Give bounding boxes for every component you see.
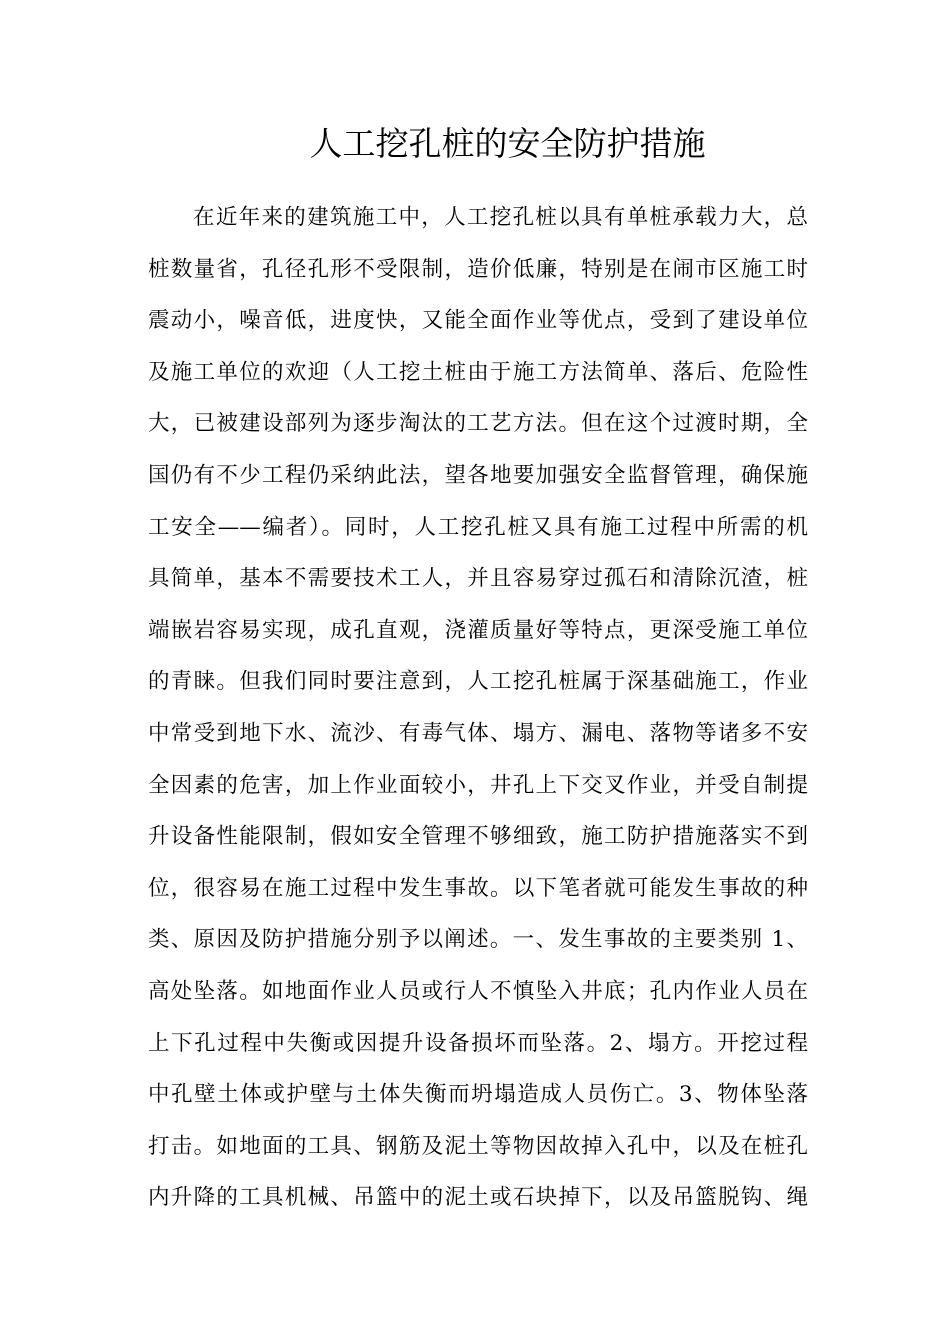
paragraph-line: 在近年来的建筑施工中，人工挖孔桩以具有单桩承载力大，总 — [193, 205, 808, 230]
paragraph-line: 具简单，基本不需要技术工人，并且容易穿过孤石和清除沉渣，桩 — [148, 566, 808, 592]
paragraph-line: 升设备性能限制，假如安全管理不够细致，施工防护措施落实不到 — [148, 824, 808, 850]
paragraph-line: 全因素的危害，加上作业面较小，井孔上下交叉作业，并受自制提 — [148, 772, 808, 798]
paragraph-line: 工安全——编者）。同时，人工挖孔桩又具有施工过程中所需的机 — [148, 514, 808, 540]
paragraph-line: 及施工单位的欢迎（人工挖土桩由于施工方法简单、落后、危险性 — [148, 359, 808, 385]
paragraph-line: 类、原因及防护措施分别予以阐述。一、发生事故的主要类别 1、 — [148, 927, 808, 953]
paragraph-line: 端嵌岩容易实现，成孔直观，浇灌质量好等特点，更深受施工单位 — [148, 617, 808, 643]
paragraph-line: 高处坠落。如地面作业人员或行人不慎坠入井底；孔内作业人员在 — [148, 978, 808, 1004]
paragraph-line: 中孔壁土体或护壁与土体失衡而坍塌造成人员伤亡。3、物体坠落 — [148, 1082, 808, 1108]
paragraph-line: 震动小，噪音低，进度快，又能全面作业等优点，受到了建设单位 — [148, 308, 808, 334]
paragraph-line: 位，很容易在施工过程中发生事故。以下笔者就可能发生事故的种 — [148, 875, 808, 901]
document-title: 人工挖孔桩的安全防护措施 — [309, 124, 706, 163]
paragraph-line: 中常受到地下水、流沙、有毒气体、塌方、漏电、落物等诸多不安 — [148, 720, 808, 746]
paragraph-line: 桩数量省，孔径孔形不受限制，造价低廉，特别是在闹市区施工时 — [148, 256, 808, 282]
paragraph-line: 打击。如地面的工具、钢筋及泥土等物因故掉入孔中，以及在桩孔 — [148, 1133, 808, 1159]
paragraph-line: 国仍有不少工程仍采纳此法，望各地要加强安全监督管理，确保施 — [148, 462, 808, 488]
paragraph-line: 大，已被建设部列为逐步淘汰的工艺方法。但在这个过渡时期，全 — [148, 411, 808, 437]
paragraph-line: 内升降的工具机械、吊篮中的泥土或石块掉下，以及吊篮脱钩、绳 — [148, 1185, 808, 1211]
document-body — [148, 192, 808, 1224]
paragraph-line: 上下孔过程中失衡或因提升设备损坏而坠落。2、塌方。开挖过程 — [148, 1030, 808, 1056]
paragraph-line: 的青睐。但我们同时要注意到，人工挖孔桩属于深基础施工，作业 — [148, 669, 808, 695]
